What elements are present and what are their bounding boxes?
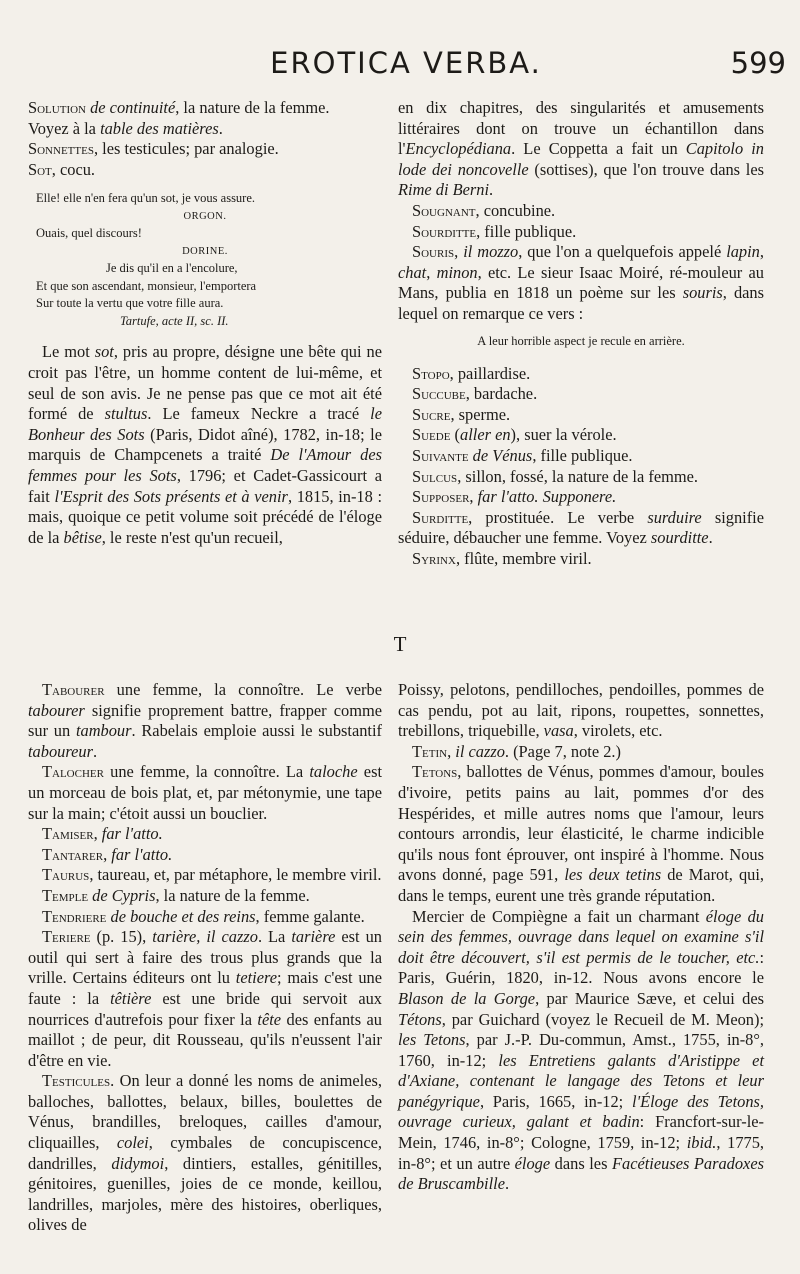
entry-talocher: Talocher une femme, la connoître. La taloche est un morceau de bois plat, et, par métonymie, une tape sur la main; c'étoit aussi un bouclier. (28, 762, 383, 823)
section-letter: T (393, 632, 407, 656)
encyclopediana-paragraph: en dix chapitres, des singularités et amusements littéraires dont on trouve un échantillon dans l'Encyclopédiana. Le Coppetta a fait un Capitolo in lode dei noncovelle (sottises), que l'on trouve dans les Rime di Berni. (398, 98, 764, 200)
entry-suivante: Suivante de Vénus, fille publique. (412, 445, 633, 465)
right-column-bottom (398, 680, 764, 1195)
entry-souris: Souris, il mozzo, que l'on a quelquefois appelé lapin, chat, minon, etc. Le sieur Isaac Moiré, ré-mouleur au Mans, publia en 1818 un poème sur les souris, dans lequel on remarque ce vers : (398, 242, 764, 323)
left-column-top (28, 98, 382, 548)
entry-sot: Sot, cocu. (28, 159, 96, 179)
right-column-top (398, 98, 764, 569)
entry-sonnettes: Sonnettes, les testicules; par analogie. (28, 139, 279, 159)
mercier-paragraph: Mercier de Compiègne a fait un charmant éloge du sein des femmes, ouvrage dans lequel on examine s'il doit être découvert, s'il est permis de le toucher, etc.: Paris, Guérin, 1820, in-12. Nous avons encore le Blason de la Gorge, par Maurice Sæve, et celui des Tétons, par Guichard (voyez le Recueil de M. Meon); les Tetons, par J.-P. Du-commun, Amst., 1755, in-8°, 1760, in-12; les Entretiens galants d'Aristippe et d'Axiane, contenant le langage des Tetons et leur panégyrique, Paris, 1665, in-12; l'Éloge des Tetons, ouvrage curieux, galant et badin: Francfort-sur-le-Mein, 1746, in-8°; Cologne, 1759, in-12; ibid., 1775, in-8°; et un autre éloge dans les Facétieuses Paradoxes de Bruscambille. (398, 906, 765, 1194)
page-header (26, 46, 786, 86)
entry-teriere: Teriere (p. 15), tarière, il cazzo. La tarière est un outil qui sert à faire des trous plus grands que la vrille. Certains éditeurs ont lu tetiere; mais c'est une faute : la têtière est une bride qui servoit aux nourrices d'autrefois pour fixer la tête des enfants au maillot ; de peur, dit Rousseau, qu'ils n'eussent l'air d'être en vie. (28, 927, 383, 1070)
sot-paragraph: Le mot sot, pris au propre, désigne une bête qui ne croit pas l'être, un homme content de lui-même, et seul de son avis. Je ne pense pas que ce mot ait été formé de stultus. Le fameux Neckre a tracé le Bonheur des Sots (Paris, Didot aîné), 1782, in-18; le marquis de Champcenets a traité De l'Amour des femmes pour les Sots, 1796; et Cadet-Gassicourt a fait l'Esprit des Sots présents et à venir, 1815, in-18 : mais, quoique ce petit volume soit précédé de l'éloge de la bêtise, le reste n'est qu'un recueil, (28, 342, 383, 547)
entry-tamiser: Tamiser, far l'atto. (42, 824, 163, 844)
entry-stopo: Stopo, paillardise. (412, 363, 531, 383)
entry-sourditte: Sourditte, fille publique. (412, 221, 577, 241)
entry-succube: Succube, bardache. (412, 384, 538, 404)
entry-voyez: Voyez à la table des matières. (28, 118, 223, 138)
entry-temple: Temple de Cypris, la nature de la femme. (42, 885, 310, 905)
entry-tabourer: Tabourer une femme, la connoître. Le verbe tabourer signifie proprement battre, frapper comme sur un tambour. Rabelais emploie aussi le substantif taboureur. (28, 680, 383, 761)
left-column-bottom (28, 680, 382, 1236)
entry-tantarer: Tantarer, far l'atto. (42, 844, 173, 864)
entry-solution: Solution de continuité, la nature de la femme. (28, 98, 330, 117)
entry-tetin: Tetin, il cazzo. (Page 7, note 2.) (412, 741, 621, 761)
souris-verse: A leur horrible aspect je recule en arrière. (477, 333, 685, 348)
entry-surditte: Surditte, prostituée. Le verbe surduire signifie séduire, débaucher une femme. Voyez sourditte. (398, 507, 764, 548)
running-title: EROTICA VERBA. (270, 46, 542, 80)
page-number: 599 (730, 46, 786, 80)
entry-supposer: Supposer, far l'atto. Supponere. (412, 487, 617, 507)
entry-suede: Suede (aller en), suer la vérole. (412, 425, 617, 445)
entry-sucre: Sucre, sperme. (412, 404, 511, 424)
entry-tendriere: Tendriere de bouche et des reins, femme galante. (42, 906, 365, 926)
testicules-continued: Poissy, pelotons, pendilloches, pendoilles, pommes de cas pendu, pot au lait, ripons, roupettes, sonnettes, trebillons, triquebille, vasa, virolets, etc. (398, 680, 764, 741)
entry-syrinx: Syrinx, flûte, membre viril. (412, 548, 592, 568)
entry-taurus: Taurus, taureau, et, par métaphore, le membre viril. (42, 865, 382, 885)
entry-sougnant: Sougnant, concubine. (412, 200, 556, 220)
entry-tetons: Tetons, ballottes de Vénus, pommes d'amour, boules d'ivoire, petits pains au lait, pommes d'or des Hespérides, et mille autres noms que l'amour, leurs contours arrondis, leur élasticité, le charme indicible qu'ils nous font éprouver, ont inspiré à l'homme. Nous avons donné, page 591, les deux tetins de Marot, qui, dans le temps, eurent une très grande réputation. (398, 762, 765, 905)
entry-testicules: Testicules. On leur a donné les noms de animeles, balloches, ballottes, belaux, billes, boulettes de Vénus, brandilles, breloques, cailles d'amour, cliquailles, colei, cymbales de concupiscence, dandrilles, didymoi, dintiers, estalles, génitilles, génitoires, guenilles, joies de ce monde, keillou, landrilles, marjoles, mère des histoires, oberliques, olives de (28, 1071, 383, 1235)
entry-sulcus: Sulcus, sillon, fossé, la nature de la femme. (412, 466, 698, 486)
tartufe-quote: Elle! elle n'en fera qu'un sot, je vous assure. ORGON. Ouais, quel discours! DORINE. Je dis qu'il en a l'encolure, Et que son ascendant, monsieur, l'emportera Sur toute la vertu que votre fille aura. Tartufe, acte II, sc. II. (36, 191, 257, 328)
